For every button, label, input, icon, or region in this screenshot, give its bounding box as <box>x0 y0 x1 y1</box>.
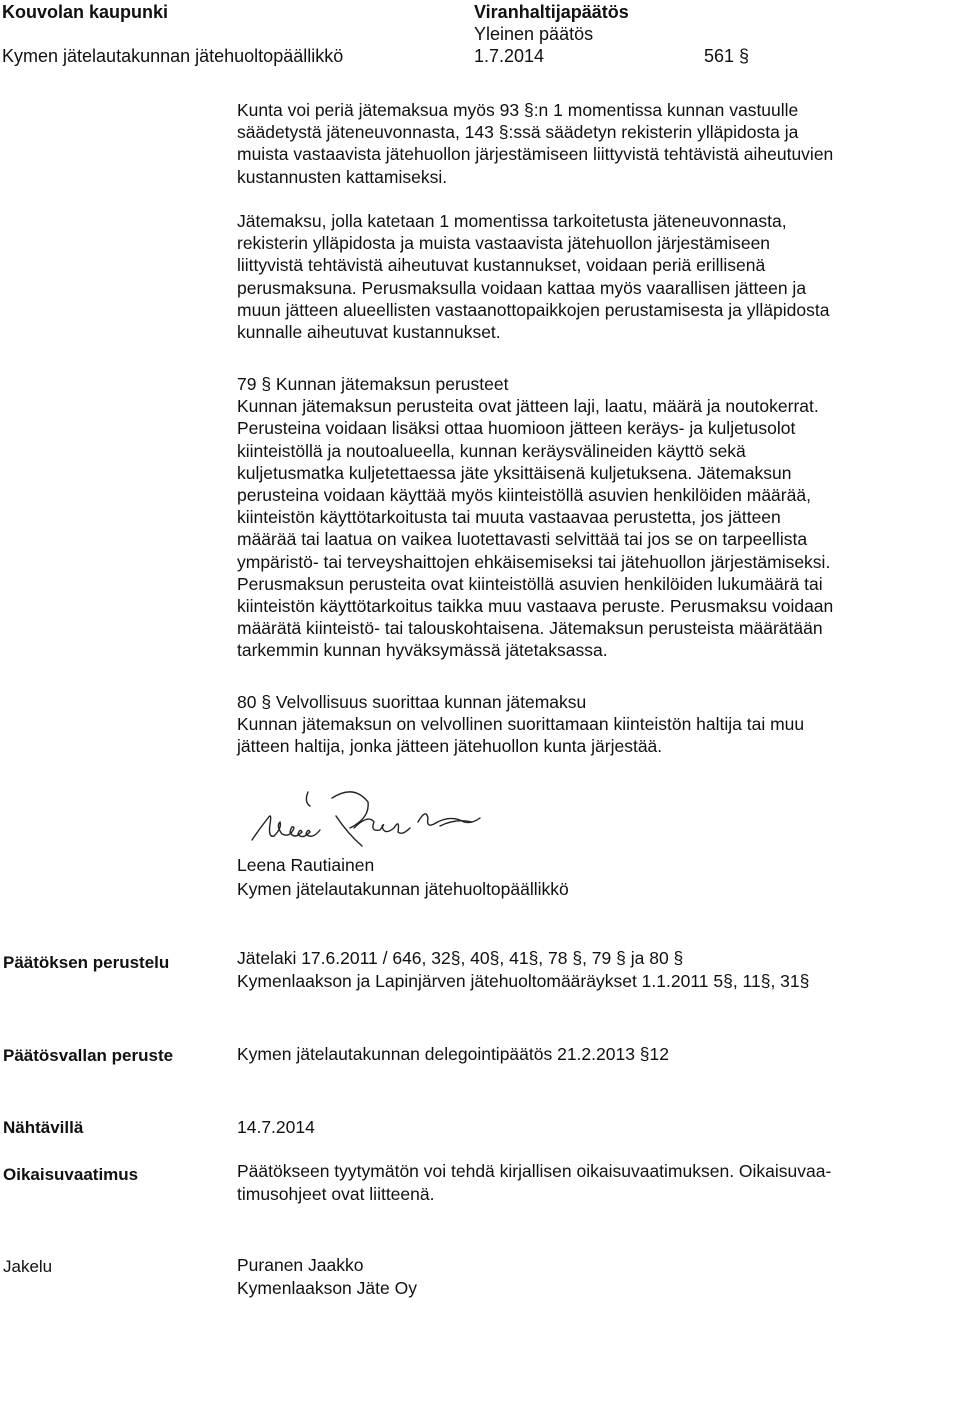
paragraph-1 <box>237 99 917 188</box>
text-line: kiinteistön käyttötarkoitusta tai muuta vastaavaa perustetta, jos jätteen <box>237 507 781 528</box>
peruste-label: Päätösvallan peruste <box>3 1046 174 1065</box>
text-line: Perusmaksun perusteita ovat kiinteistöllä asuvien henkilöiden lukumäärä tai <box>237 573 823 594</box>
text-line: säädetystä jäteneuvonnasta, 143 §:ssä säädetyn rekisterin ylläpidosta ja <box>237 122 799 143</box>
section-80 <box>237 691 917 758</box>
text-line: Perusteina voidaan lisäksi ottaa huomioon jätteen keräys- ja kuljetusolot <box>237 418 796 439</box>
text-line: liittyvistä tehtävistä aiheutuvat kustannukset, voidaan periä erillisenä <box>237 255 766 276</box>
text-line: Kymenlaakson Jäte Oy <box>237 1277 417 1298</box>
text-line: määrää tai laatua on vaikea luotettavasti selvittää tai jos se on tarpeellista <box>237 529 808 550</box>
handwritten-signature <box>250 788 510 858</box>
oikaisu-value <box>237 1160 831 1205</box>
paragraph-2 <box>237 210 917 343</box>
perustelu-value <box>237 947 809 992</box>
section-79-title: 79 § Kunnan jätemaksun perusteet <box>237 374 509 394</box>
section-number: 561 § <box>704 46 750 66</box>
decision-date: 1.7.2014 <box>474 46 545 66</box>
peruste-value: Kymen jätelautakunnan delegointipäätös 21.2.2013 §12 <box>237 1044 670 1064</box>
text-line: ympäristö- tai terveyshaittojen ehkäisemiseksi tai jätehuollon järjestämiseksi. <box>237 551 831 572</box>
org-name: Kouvolan kaupunki <box>2 2 169 22</box>
text-line: Puranen Jaakko <box>237 1255 364 1275</box>
text-line: Jätemaksu, jolla katetaan 1 momentissa tarkoitetusta jäteneuvonnasta, <box>237 211 787 231</box>
oikaisu-label: Oikaisuvaatimus <box>3 1165 139 1184</box>
official-title: Kymen jätelautakunnan jätehuoltopäällikkö <box>2 46 344 66</box>
jakelu-value <box>237 1254 417 1299</box>
text-line: määrätä kiinteistö- tai talouskohtaisena. Jätemaksun perusteista määrätään <box>237 618 823 639</box>
text-line: Kunnan jätemaksun perusteita ovat jätteen laji, laatu, määrä ja noutokerrat. <box>237 396 819 417</box>
text-line: Kunta voi periä jätemaksua myös 93 §:n 1 momentissa kunnan vastuulle <box>237 100 799 120</box>
text-line: rekisterin ylläpidosta ja muista vastaavista jätehuollon järjestämiseen <box>237 233 771 254</box>
text-line: Kymenlaakson ja Lapinjärven jätehuoltomääräykset 1.1.2011 5§, 11§, 31§ <box>237 970 810 991</box>
section-79 <box>237 373 917 662</box>
section-80-title: 80 § Velvollisuus suorittaa kunnan jätemaksu <box>237 692 587 712</box>
signer-name: Leena Rautiainen <box>237 855 375 875</box>
text-line: Jätelaki 17.6.2011 / 646, 32§, 40§, 41§, 78 §, 79 § ja 80 § <box>237 948 684 968</box>
text-line: perusteina voidaan käyttää myös kiinteistöllä asuvien henkilöiden määrää, <box>237 485 811 506</box>
text-line: kiinteistöllä ja noutoalueella, kunnan keräysvälineiden käyttö sekä <box>237 440 746 461</box>
doc-type: Viranhaltijapäätös <box>474 2 629 22</box>
text-line: perusmaksuna. Perusmaksulla voidaan kattaa myös vaarallisen jätteen ja <box>237 277 807 298</box>
text-line: kunnalle aiheutuvat kustannukset. <box>237 322 501 343</box>
decision-type: Yleinen päätös <box>474 24 594 44</box>
text-line: muun jätteen alueellisten vastaanottopaikkojen perustamisesta ja ylläpidosta <box>237 299 830 320</box>
text-line: kiinteistön käyttötarkoitus taikka muu vastaava peruste. Perusmaksu voidaan <box>237 596 834 617</box>
text-line: timusohjeet ovat liitteenä. <box>237 1183 435 1204</box>
perustelu-label: Päätöksen perustelu <box>3 953 170 972</box>
nahtavilla-value: 14.7.2014 <box>237 1117 315 1137</box>
text-line: tarkemmin kunnan hyväksymässä jätetaksassa. <box>237 640 608 661</box>
text-line: Päätökseen tyytymätön voi tehdä kirjallisen oikaisuvaatimuksen. Oikaisuvaa- <box>237 1161 832 1181</box>
signer-title: Kymen jätelautakunnan jätehuoltopäällikkö <box>237 879 569 899</box>
jakelu-label: Jakelu <box>3 1257 53 1276</box>
text-line: kustannusten kattamiseksi. <box>237 166 448 187</box>
text-line: Kunnan jätemaksun on velvollinen suorittamaan kiinteistön haltija tai muu <box>237 714 805 735</box>
text-line: jätteen haltija, jonka jätteen jätehuollon kunta järjestää. <box>237 736 663 757</box>
nahtavilla-label: Nähtävillä <box>3 1118 84 1137</box>
text-line: muista vastaavista jätehuollon järjestämiseen liittyvistä tehtävistä aiheutuvien <box>237 144 834 165</box>
text-line: kuljetusmatka kuljetettaessa jäte yksittäisenä kuljetuksena. Jätemaksun <box>237 462 792 483</box>
